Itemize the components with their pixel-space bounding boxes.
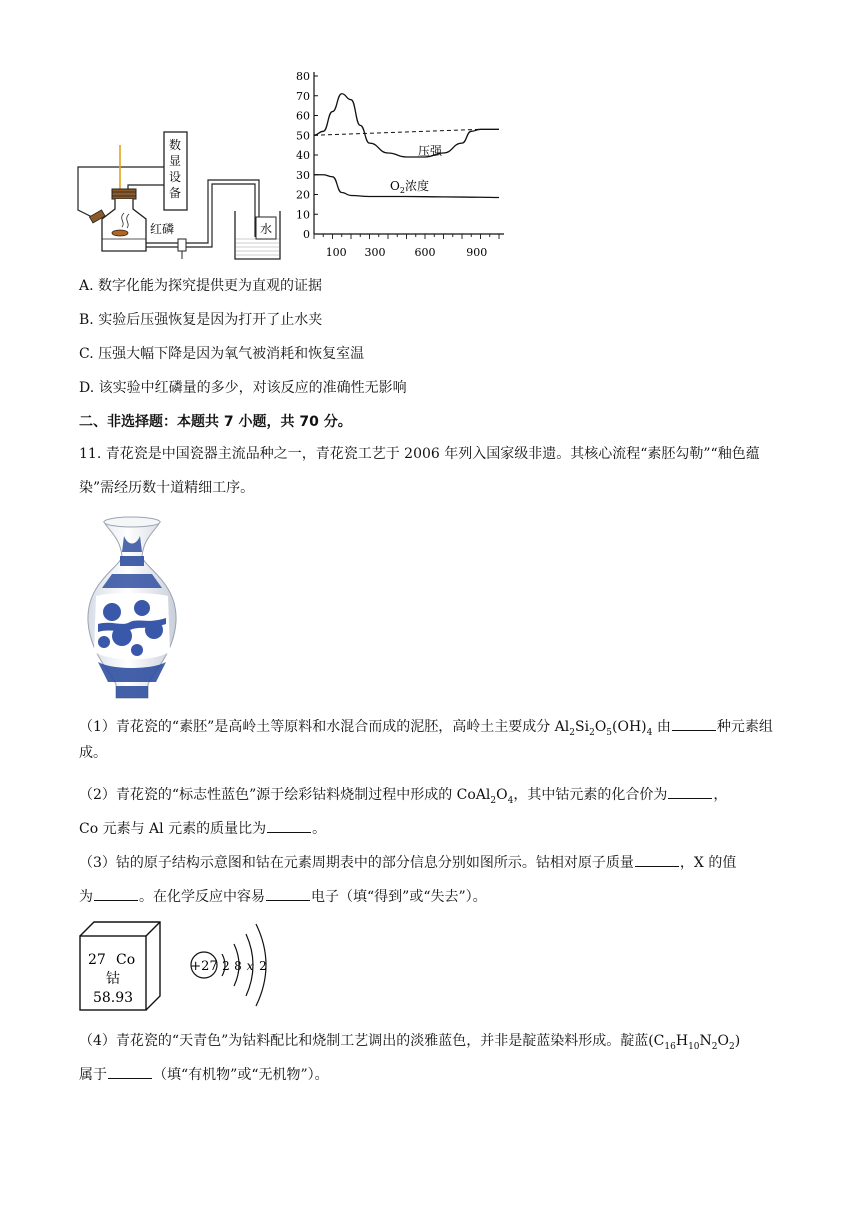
answer-blank-7[interactable]	[108, 1064, 152, 1079]
atomic-mass: 58.93	[92, 990, 134, 1006]
y-tick-label: 60	[296, 109, 310, 123]
q11-part1: （1）青花瓷的“素胚”是高岭土等原料和水混合而成的泥胚，高岭土主要成分 $Al_2Si_2O_5(OH)_4$ 由 种元素组成。	[79, 716, 784, 763]
device-label: 数	[168, 138, 182, 152]
y-tick-label: 80	[296, 70, 310, 83]
chart-x-ticks	[314, 234, 499, 259]
answer-blank-5[interactable]	[94, 886, 138, 901]
chart-axes	[314, 72, 504, 234]
section-heading: 二、非选择题：本题共 7 小题，共 70 分。	[79, 414, 352, 430]
water-label: 水	[259, 222, 273, 236]
shell-1: 2	[222, 959, 230, 973]
shell-4: 2	[259, 959, 267, 973]
option-b[interactable]: B. 实验后压强恢复是因为打开了止水夹	[79, 312, 323, 328]
cobalt-element-card	[78, 920, 162, 1012]
y-tick-label: 50	[296, 129, 310, 143]
q11-part2-line2: Co 元素与 Al 元素的质量比为 。	[79, 818, 326, 838]
svg-text:备: 备	[168, 186, 182, 200]
svg-text:设: 设	[168, 170, 182, 184]
option-a[interactable]: A. 数字化能为探究提供更为直观的证据	[79, 278, 323, 294]
x-tick-label: 100	[325, 246, 347, 259]
answer-blank-4[interactable]	[635, 852, 679, 867]
reference-dashed-line	[314, 129, 481, 135]
pressure-series-line	[314, 94, 499, 157]
o2-label: $O_2$浓度	[390, 179, 429, 195]
element-name: 钴	[106, 971, 120, 987]
q11-part4-line1: （4）青花瓷的“天青色”为钴料配比和烧制工艺调出的淡雅蓝色，并非是靛蓝染料形成。靛蓝$(C_{16}H_{10}N_2O_2)$	[79, 1033, 741, 1052]
blue-white-vase-image	[82, 512, 182, 704]
y-tick-label: 40	[296, 149, 310, 162]
x-tick-label: 300	[364, 246, 386, 259]
option-c[interactable]: C. 压强大幅下降是因为氧气被消耗和恢复室温	[79, 346, 365, 362]
svg-text:显: 显	[168, 154, 182, 168]
shell-3: x	[246, 959, 254, 973]
shell-2: 8	[234, 959, 242, 973]
red-phosphorus-label: 红磷	[150, 222, 175, 236]
q11-part3-line2: 为 。在化学反应中容易 电子（填“得到”或“失去”）。	[79, 886, 487, 906]
pressure-o2-chart	[282, 64, 510, 264]
cobalt-atom-diagram	[186, 918, 276, 1014]
q11-part2-line1: （2）青花瓷的“标志性蓝色”源于绘彩钴料烧制过程中形成的 $CoAl_2O_4$，其中钴元素的化合价为 ，	[79, 784, 727, 806]
y-tick-label: 70	[296, 89, 310, 103]
answer-blank-1[interactable]	[672, 716, 716, 731]
answer-blank-2[interactable]	[668, 784, 712, 799]
chart-y-ticks	[296, 70, 318, 241]
q11-part3-line1: （3）钴的原子结构示意图和钴在元素周期表中的部分信息分别如图所示。钴相对原子质量 ，X 的值	[79, 852, 736, 872]
q11-part4-line2: 属于 （填“有机物”或“无机物”）。	[79, 1064, 329, 1084]
answer-blank-3[interactable]	[267, 818, 311, 833]
y-tick-label: 10	[296, 208, 310, 222]
y-tick-label: 0	[303, 228, 310, 241]
nucleus-charge: +27	[190, 959, 218, 974]
atomic-number: 27	[88, 952, 106, 968]
q11-intro: 11. 青花瓷是中国瓷器主流品种之一，青花瓷工艺于 2006 年列入国家级非遗。其核心流程“素胚勾勒”“釉色蕴染”需经历数十道精细工序。	[79, 446, 760, 496]
x-tick-label: 600	[414, 246, 436, 259]
pressure-label: 压强	[418, 144, 443, 158]
apparatus-diagram	[70, 125, 285, 260]
y-tick-label: 30	[296, 168, 310, 182]
element-symbol: Co	[116, 952, 136, 968]
x-tick-label: 900	[466, 246, 488, 259]
y-tick-label: 20	[296, 188, 310, 202]
answer-blank-6[interactable]	[266, 886, 310, 901]
option-d[interactable]: D. 该实验中红磷量的多少，对该反应的准确性无影响	[79, 380, 407, 396]
